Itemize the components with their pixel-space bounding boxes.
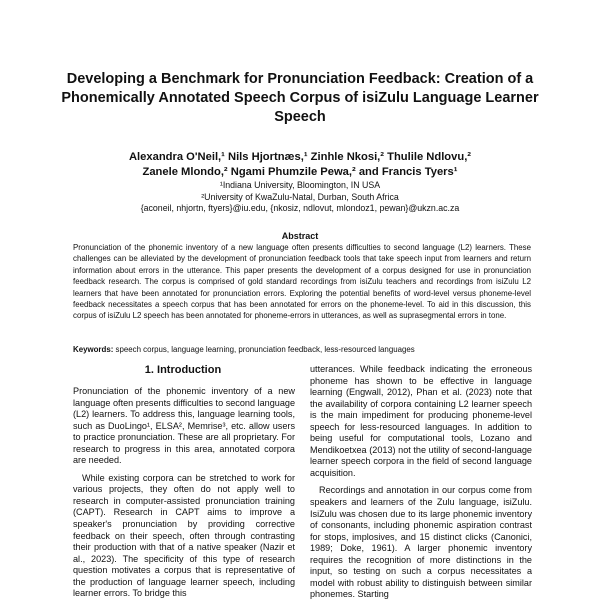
body-paragraph: Recordings and annotation in our corpus come from speakers and learners of the Zulu language, isiZulu. IsiZulu was chosen due to its large phonemic inventory of consonants, including phonemic aspiration contrast for stops, implosives, and 15 distinct clicks (Canonici, 1989; Doke, 1961). A larger phonemic inventory requires the recognition of more distinctions in the input, so testing on such a corpus necessitates a model with robust ability to distinguish between similar phonemes. Starting bbox=[310, 485, 532, 600]
body-paragraph: Pronunciation of the phonemic inventory of a new language often presents difficulties to second language (L2) learners. To address this, language learning tools, such as DuoLingo¹, ELSA², Memrise³, etc. allow users to practice pronunciation. These are all proprietary. For research to progress in this area, annotated corpora are needed. bbox=[73, 386, 295, 466]
author-emails: {aconeil, nhjortn, ftyers}@iu.edu, {nkosiz, ndlovut, mlondoz1, pewan}@ukzn.ac.za bbox=[140, 203, 460, 213]
affiliation-2: ²University of KwaZulu-Natal, Durban, South Africa bbox=[201, 191, 399, 202]
author-line-1: Alexandra O'Neil,¹ Nils Hjortnæs,¹ Zinhle Nkosi,² Thulile Ndlovu,² bbox=[128, 151, 472, 163]
section-heading-introduction: 1. Introduction bbox=[144, 364, 222, 376]
author-line-2: Zanele Mlondo,² Ngami Phumzile Pewa,² and Francis Tyers¹ bbox=[142, 166, 458, 178]
keywords-label: Keywords: bbox=[73, 345, 114, 354]
paper-title: Developing a Benchmark for Pronunciation Feedback: Creation of a Phonemically Annotated Speech Corpus of isiZulu Language Learner Speech bbox=[61, 71, 539, 125]
affiliation-1: ¹Indiana University, Bloomington, IN USA bbox=[219, 180, 381, 190]
abstract-text: Pronunciation of the phonemic inventory of a new language often presents difficulties to second language (L2) learners. These challenges can be alleviated by the development of pronunciation feedback tools that take speech input from learners and return information about errors in the utterance. This paper presents the development of a corpus designed for use in pronunciation feedback research. The corpus is comprised of gold standard recordings from isiZulu teachers and recordings from isiZulu L2 learners that have been annotated for pronunciation errors. Exploring the potential benefits of word-level versus phoneme-level feedback necessitates a speech corpus that has been annotated for errors on the phoneme-level. To aid in this discussion, this corpus of isiZulu L2 speech has been annotated for phoneme-errors in utterances, as well as suprasegmental errors in tone. bbox=[73, 243, 531, 321]
author-list bbox=[60, 150, 540, 180]
left-column bbox=[73, 386, 295, 600]
body-paragraph: While existing corpora can be stretched to work for various projects, they often do not apply well to research in computer-assisted pronunciation training (CAPT). Research in CAPT aims to improve a speaker's pronunciation by providing corrective feedback on their speech, often through contrasting their production with that of a native speaker (Nazir et al., 2023). The specificity of this type of research question motivates a corpus that is representative of the production of language learner speech, including learner errors. To bridge this bbox=[73, 472, 295, 599]
keywords-text: speech corpus, language learning, pronunciation feedback, less-resourced languages bbox=[113, 345, 415, 354]
affiliations bbox=[60, 180, 540, 215]
right-column bbox=[310, 364, 532, 600]
abstract-heading: Abstract bbox=[281, 231, 319, 241]
body-paragraph: utterances. While feedback indicating the erroneous phoneme has shown to be effective in language learning (Engwall, 2012), Phan et al. (2023) note that the availability of corpora containing L2 learner speech is the main impediment for producing phoneme-level speech for less-resourced languages. In addition to being useful for computational tools, Lozano and Mendikoetxea (2013) not the utility of second-language learner speech corpora in the field of second language acquisition. bbox=[310, 364, 532, 478]
keywords bbox=[73, 344, 531, 355]
